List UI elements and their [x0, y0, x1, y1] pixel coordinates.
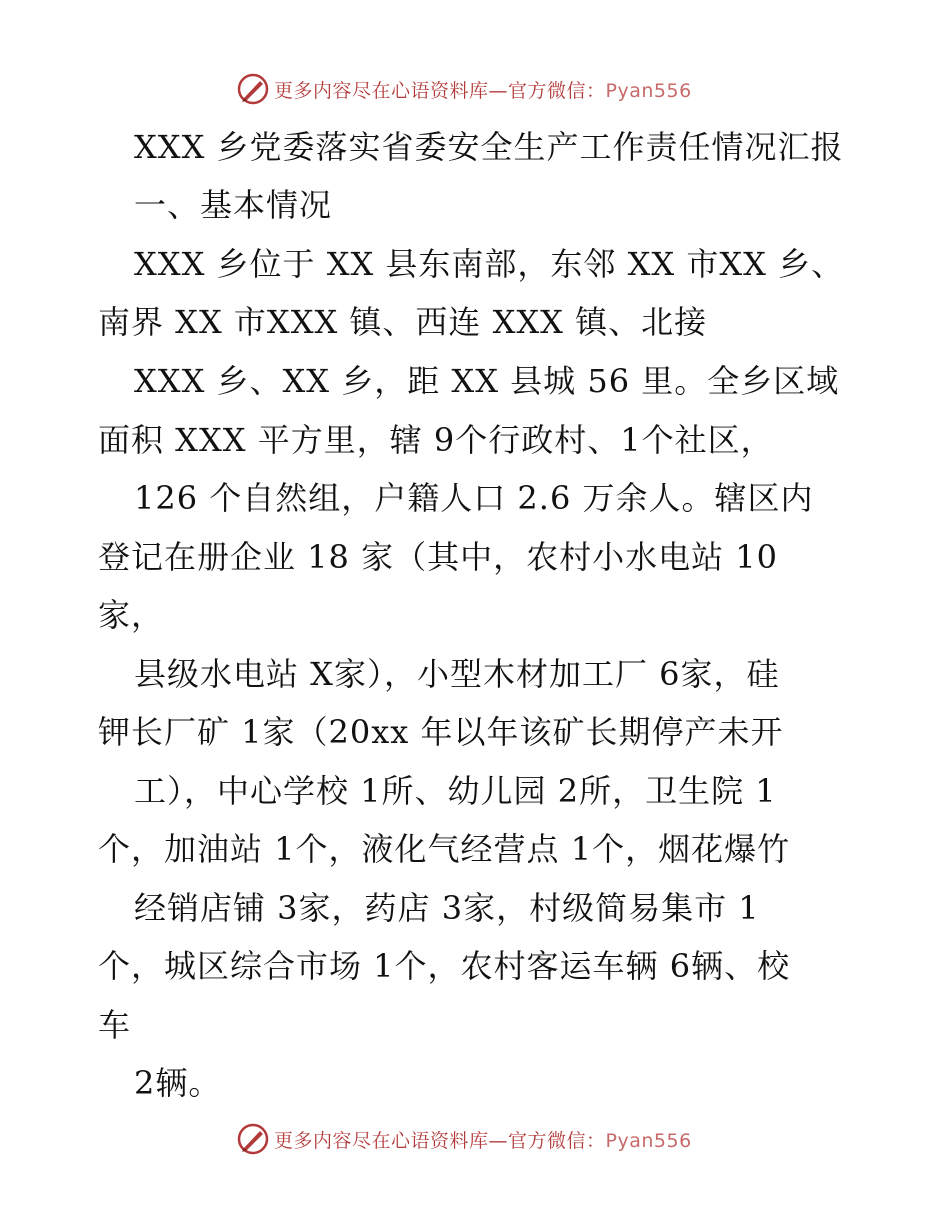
paragraph-line: 南界 XX 市XXX 镇、西连 XXX 镇、北接	[98, 303, 708, 341]
paragraph-line: 经销店铺 3家，药店 3家，村级简易集市 1	[134, 889, 760, 927]
section-heading: 一、基本情况	[134, 186, 333, 224]
paragraph-line: 县级水电站 X家），小型木材加工厂 6家，硅	[134, 655, 780, 693]
watermark-text: 更多内容尽在心语资料库—官方微信：Pyan556	[274, 1129, 692, 1152]
wechat-id: Pyan556	[605, 79, 692, 102]
paragraph-line: 工），中心学校 1所、幼儿园 2所，卫生院 1	[134, 772, 777, 810]
paragraph-line: 钾长厂矿 1家（20xx 年以年该矿长期停产未开	[98, 713, 784, 751]
pen-logo-icon	[236, 1122, 270, 1156]
paragraph-line: 车	[98, 1006, 132, 1044]
paragraph-line: 家，	[98, 596, 165, 634]
paragraph-line: 登记在册企业 18 家（其中，农村小水电站 10	[98, 538, 778, 576]
paragraph-line: 126 个自然组，户籍人口 2.6 万余人。辖区内	[134, 479, 814, 517]
paragraph-line: XXX 乡位于 XX 县东南部，东邻 XX 市XX 乡、	[134, 245, 845, 283]
paragraph-line: 面积 XXX 平方里，辖 9个行政村、1个社区，	[98, 421, 774, 459]
wechat-id: Pyan556	[605, 1129, 692, 1152]
paragraph-line: XXX 乡、XX 乡，距 XX 县城 56 里。全乡区域	[134, 362, 840, 400]
pen-logo-icon	[236, 72, 270, 106]
paragraph-line: 个，城区综合市场 1个，农村客运车辆 6辆、校	[98, 947, 791, 985]
watermark-text: 更多内容尽在心语资料库—官方微信：Pyan556	[274, 79, 692, 102]
footer-watermark	[236, 1122, 716, 1156]
header-watermark	[236, 72, 716, 106]
paragraph-line: 个，加油站 1个，液化气经营点 1个，烟花爆竹	[98, 830, 791, 868]
document-title: XXX 乡党委落实省委安全生产工作责任情况汇报	[134, 128, 844, 166]
paragraph-line: 2辆。	[134, 1064, 222, 1102]
